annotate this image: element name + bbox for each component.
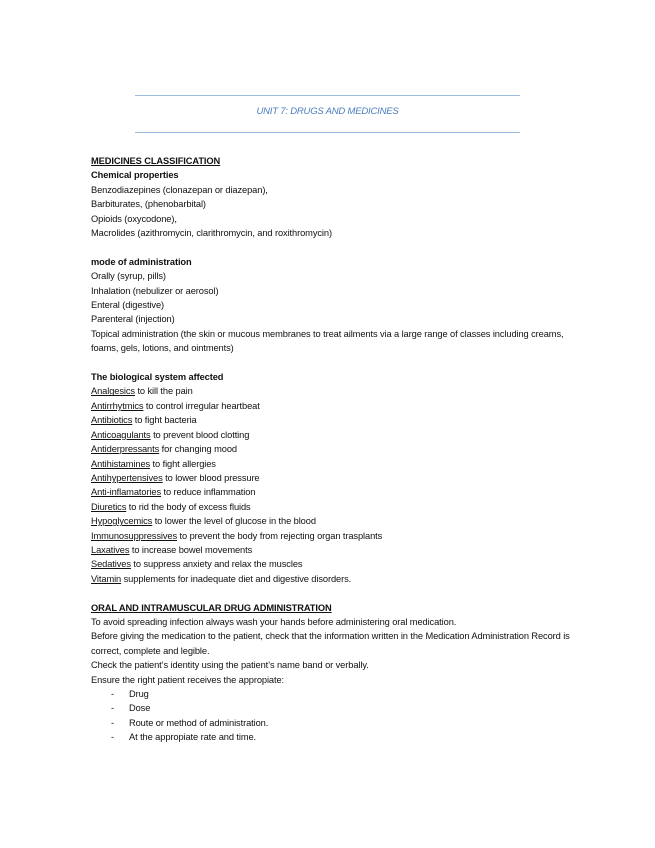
drug-class-term: Antihypertensives [91, 472, 163, 483]
drug-class-term: Antibiotics [91, 415, 133, 426]
bullet-text: Dose [129, 703, 151, 714]
drug-class-desc: to lower the level of glucose in the blood [152, 516, 316, 527]
drug-class-term: Anticoagulants [91, 429, 151, 440]
chemical-item: Macrolides (azithromycin, clarithromycin, and roxithromycin) [91, 228, 332, 239]
drug-class-term: Antihistamines [91, 458, 151, 469]
mode-heading: mode of administration [91, 256, 192, 267]
drug-class-desc: to prevent the body from rejecting organ trasplants [177, 530, 383, 541]
drug-class-desc: to fight allergies [150, 458, 216, 469]
drug-class-term: Laxatives [91, 544, 130, 555]
bullet-item [91, 687, 571, 701]
administration-paragraph: Check the patient’s identity using the patient’s name band or verbally. [91, 660, 369, 671]
drug-class-row [91, 413, 571, 427]
drug-class-term: Antirrhytmics [91, 400, 144, 411]
bullet-dash: - [111, 732, 114, 743]
header-rule-top [135, 95, 520, 96]
spacer [91, 240, 571, 254]
drug-class-desc: to kill the pain [134, 386, 193, 397]
unit-title: UNIT 7: DRUGS AND MEDICINES [256, 106, 399, 117]
bullet-item [91, 716, 571, 730]
drug-class-term: Antiderpressants [91, 444, 160, 455]
drug-class-desc: to fight bacteria [132, 415, 197, 426]
drug-class-row [91, 543, 571, 557]
drug-class-desc: for changing mood [159, 444, 237, 455]
drug-class-desc: to prevent blood clotting [150, 429, 250, 440]
drug-class-term: Anti-inflamatories [91, 487, 162, 498]
drug-class-term: Hypoglycemics [91, 516, 153, 527]
administration-heading: ORAL AND INTRAMUSCULAR DRUG ADMINISTRATION [91, 602, 332, 613]
drug-class-desc: to reduce inflammation [161, 487, 256, 498]
bullet-text: At the appropiate rate and time. [129, 732, 257, 743]
drug-class-row [91, 384, 571, 398]
drug-class-desc: to suppress anxiety and relax the muscles [130, 559, 303, 570]
header-rule-bottom [135, 132, 520, 133]
mode-item: Orally (syrup, pills) [91, 271, 166, 282]
drug-class-desc: to increase bowel movements [129, 544, 253, 555]
chemical-item: Benzodiazepines (clonazepan or diazepan), [91, 184, 268, 195]
drug-class-term: Vitamin [91, 573, 122, 584]
drug-class-row [91, 471, 571, 485]
biological-heading: The biological system affected [91, 372, 224, 383]
drug-class-row [91, 442, 571, 456]
drug-class-term: Analgesics [91, 386, 135, 397]
bullet-item [91, 701, 571, 715]
drug-class-row [91, 457, 571, 471]
drug-class-row [91, 485, 571, 499]
mode-item: Parenteral (injection) [91, 314, 175, 325]
drug-class-term: Diuretics [91, 501, 127, 512]
drug-class-desc: to control irregular heartbeat [143, 400, 260, 411]
bullet-dash: - [111, 688, 114, 699]
drug-class-desc: to rid the body of excess fluids [126, 501, 251, 512]
chemical-item: Barbiturates, (phenobarbital) [91, 199, 206, 210]
drug-class-row [91, 514, 571, 528]
administration-paragraph: Before giving the medication to the patient, check that the information written in the Medication Administration Record is correct, complete and legible. [91, 631, 570, 656]
drug-class-desc: to lower blood pressure [162, 472, 260, 483]
chemical-heading: Chemical properties [91, 170, 179, 181]
mode-item: Topical administration (the skin or mucous membranes to treat ailments via a large range of classes including creams, foams, gels, lotions, and ointments) [91, 328, 564, 354]
drug-class-row [91, 500, 571, 514]
drug-class-row [91, 572, 571, 586]
drug-class-row [91, 529, 571, 543]
administration-paragraph: To avoid spreading infection always wash your hands before administering oral medication. [91, 616, 457, 627]
mode-item: Inhalation (nebulizer or aerosol) [91, 285, 219, 296]
drug-class-desc: supplements for inadequate diet and digestive disorders. [121, 573, 352, 584]
drug-class-term: Sedatives [91, 559, 131, 570]
bullet-dash: - [111, 717, 114, 728]
spacer [91, 586, 571, 600]
administration-paragraph: Ensure the right patient receives the appropiate: [91, 674, 285, 685]
bullet-dash: - [111, 703, 114, 714]
bullet-text: Route or method of administration. [129, 717, 269, 728]
chemical-item: Opioids (oxycodone), [91, 213, 177, 224]
bullet-text: Drug [129, 688, 149, 699]
drug-class-term: Immunosuppressives [91, 530, 178, 541]
drug-class-row [91, 428, 571, 442]
classification-heading: MEDICINES CLASSIFICATION [91, 156, 221, 166]
document-body [91, 154, 571, 745]
drug-class-row [91, 557, 571, 571]
mode-item: Enteral (digestive) [91, 300, 165, 311]
drug-class-row [91, 399, 571, 413]
spacer [91, 356, 571, 370]
bullet-item [91, 730, 571, 744]
